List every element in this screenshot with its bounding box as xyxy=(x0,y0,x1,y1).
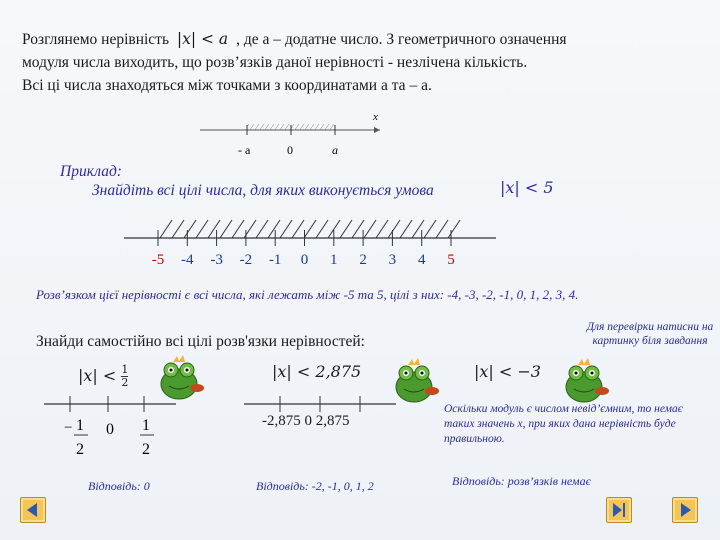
svg-text:2: 2 xyxy=(76,441,84,458)
number-axis-a xyxy=(190,108,390,160)
axis2-tick-label: 1 xyxy=(330,252,338,268)
intro-formula: |x| < a xyxy=(176,30,229,48)
intro-line1-rest: , де a – додатне число. З геометричного означення xyxy=(236,31,567,48)
task3-explain: Оскільки модуль є числом невід’ємним, то немає таких значень x, при яких дана нерівність буде правильною. xyxy=(444,403,683,445)
task3-answer: Відповідь: розв’язків немає xyxy=(452,474,591,488)
task2-labels: -2,875 0 2,875 xyxy=(262,413,350,429)
self-task-title: Знайди самостійно всі цілі розв'язки нерівностей: xyxy=(36,333,365,350)
svg-text:−: − xyxy=(64,420,73,436)
axis2-tick-label: 3 xyxy=(388,252,397,268)
axis2-tick-label: -1 xyxy=(268,252,282,268)
axis2-tick-label: 5 xyxy=(447,252,455,268)
next-button[interactable] xyxy=(672,497,698,523)
example-condition: |x| < 5 xyxy=(500,178,554,197)
axis2-tick-label: 4 xyxy=(417,252,426,268)
axis2-tick-label: -4 xyxy=(181,252,194,268)
axis2-tick-label: -2 xyxy=(239,252,253,268)
prev-button[interactable] xyxy=(20,497,46,523)
solution-text: Розв’язком цієї нерівності є всі числа, які лежать між -5 та 5, цілі з них: -4, -3, -2, -1, 0, 1, 2, 3, 4. xyxy=(36,287,579,302)
arrow-right-end-icon xyxy=(607,498,631,522)
svg-text:1: 1 xyxy=(142,417,150,434)
task3-formula: |x| < −3 xyxy=(474,362,541,381)
frog-button-3[interactable] xyxy=(560,355,610,405)
axis1-x-label: x xyxy=(373,111,378,123)
axis2-tick-label: -5 xyxy=(151,252,165,268)
axis2-tick-label: 2 xyxy=(359,252,367,268)
svg-text:2: 2 xyxy=(142,441,150,458)
task1-zero: 0 xyxy=(106,421,114,438)
task1-formula: |x| < $\frac{1}{2}$ xyxy=(78,363,129,389)
end-button[interactable] xyxy=(606,497,632,523)
axis1-minus-a: - a xyxy=(238,143,251,157)
axis2-tick-label: 0 xyxy=(300,252,309,268)
axis2-tick-label: -3 xyxy=(210,252,223,268)
arrow-left-icon xyxy=(21,498,45,522)
intro-line2: модуля числа виходить, що розв’язків даної нерівності - незлічена кількість. xyxy=(22,54,528,71)
task2-answer: Відповідь: -2, -1, 0, 1, 2 xyxy=(256,479,374,493)
hatch-marks xyxy=(160,220,460,238)
axis1-zero: 0 xyxy=(287,143,293,157)
example-task: Знайдіть всі цілі числа, для яких виконується умова xyxy=(92,182,434,199)
intro-line1: Розглянемо нерівність xyxy=(22,31,170,48)
task1-answer: Відповідь: 0 xyxy=(88,479,150,493)
intro-line3: Всі ці числа знаходяться між точками з координатами a та – a. xyxy=(22,77,432,94)
example-title: Приклад: xyxy=(60,163,122,180)
svg-text:1: 1 xyxy=(76,417,84,434)
task2-formula: |x| < 2,875 xyxy=(272,362,362,381)
frog-button-1[interactable] xyxy=(155,352,207,404)
hint-text: Для перевірки натисни на картинку біля завдання xyxy=(586,321,714,347)
arrow-right-icon xyxy=(673,498,697,522)
intro-text xyxy=(22,28,702,97)
axis1-a: a xyxy=(332,143,338,157)
number-axis-5 xyxy=(120,212,500,270)
